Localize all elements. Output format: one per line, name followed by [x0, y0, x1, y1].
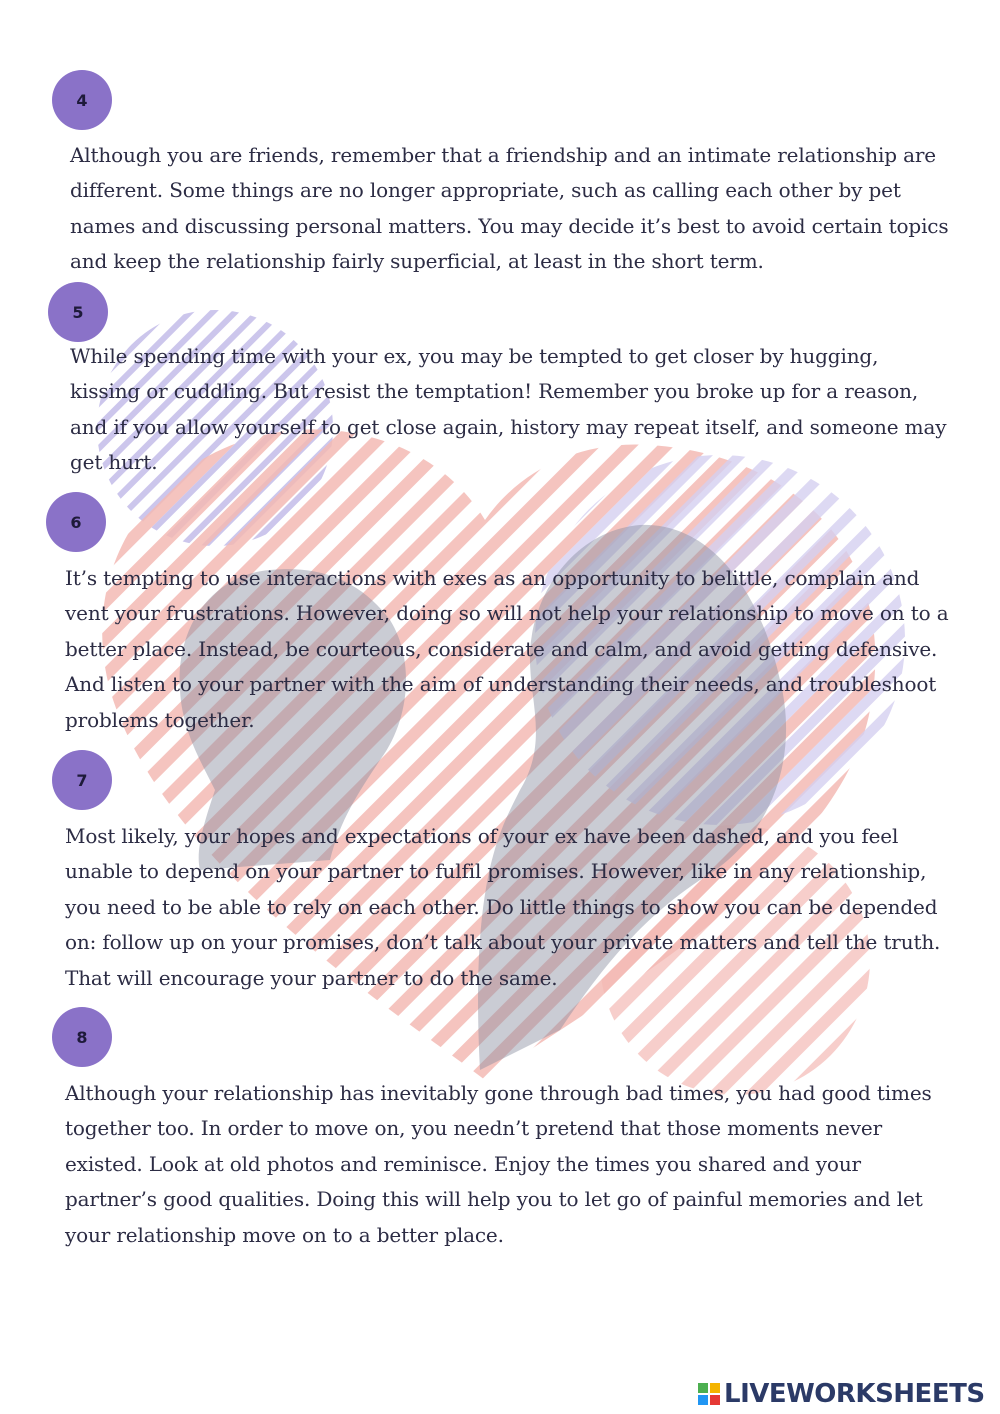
item-paragraph: Although you are friends, remember that a friendship and an intimate relationship are different. Some things are no longer appropriate, such as calling each other by pet names and discussing personal matters. You may decide it’s best to avoid certain topics and keep the relationship fairly superficial, at least in the short term.	[70, 143, 949, 274]
item-paragraph: Most likely, your hopes and expectations of your ex have been dashed, and you feel unable to depend on your partner to fulfil promises. However, like in any relationship, you need to be able to rely on each other. Do little things to show you can be depended on: follow up on your promises, don’t talk about your private matters and tell the truth. That will encourage your partner to do the same.	[65, 824, 941, 990]
item-number-badge: 4	[52, 70, 112, 130]
liveworksheets-brand[interactable]	[698, 1378, 985, 1410]
item-number-badge: 5	[48, 282, 108, 342]
item-paragraph: Although your relationship has inevitably gone through bad times, you had good times together too. In order to move on, you needn’t pretend that those moments never existed. Look at old photos and reminisce. Enjoy the times you shared and your partner’s good qualities. Doing this will help you to let go of painful memories and let your relationship move on to a better place.	[65, 1081, 932, 1247]
item-number-badge: 6	[46, 492, 106, 552]
item-paragraph: It’s tempting to use interactions with exes as an opportunity to belittle, complain and vent your frustrations. However, doing so will not help your relationship to move on to a better place. Instead, be courteous, considerate and calm, and avoid getting defensive. And listen to your partner with the aim of understanding their needs, and troubleshoot problems together.	[65, 566, 949, 732]
item-number-badge: 7	[52, 750, 112, 810]
item-number-badge: 8	[52, 1007, 112, 1067]
liveworksheets-logo-icon	[698, 1383, 720, 1405]
item-paragraph: While spending time with your ex, you may be tempted to get closer by hugging, kissing or cuddling. But resist the temptation! Remember you broke up for a reason, and if you allow yourself to get close again, history may repeat itself, and someone may get hurt.	[70, 344, 947, 475]
brand-name: LIVEWORKSHEETS	[724, 1379, 985, 1409]
